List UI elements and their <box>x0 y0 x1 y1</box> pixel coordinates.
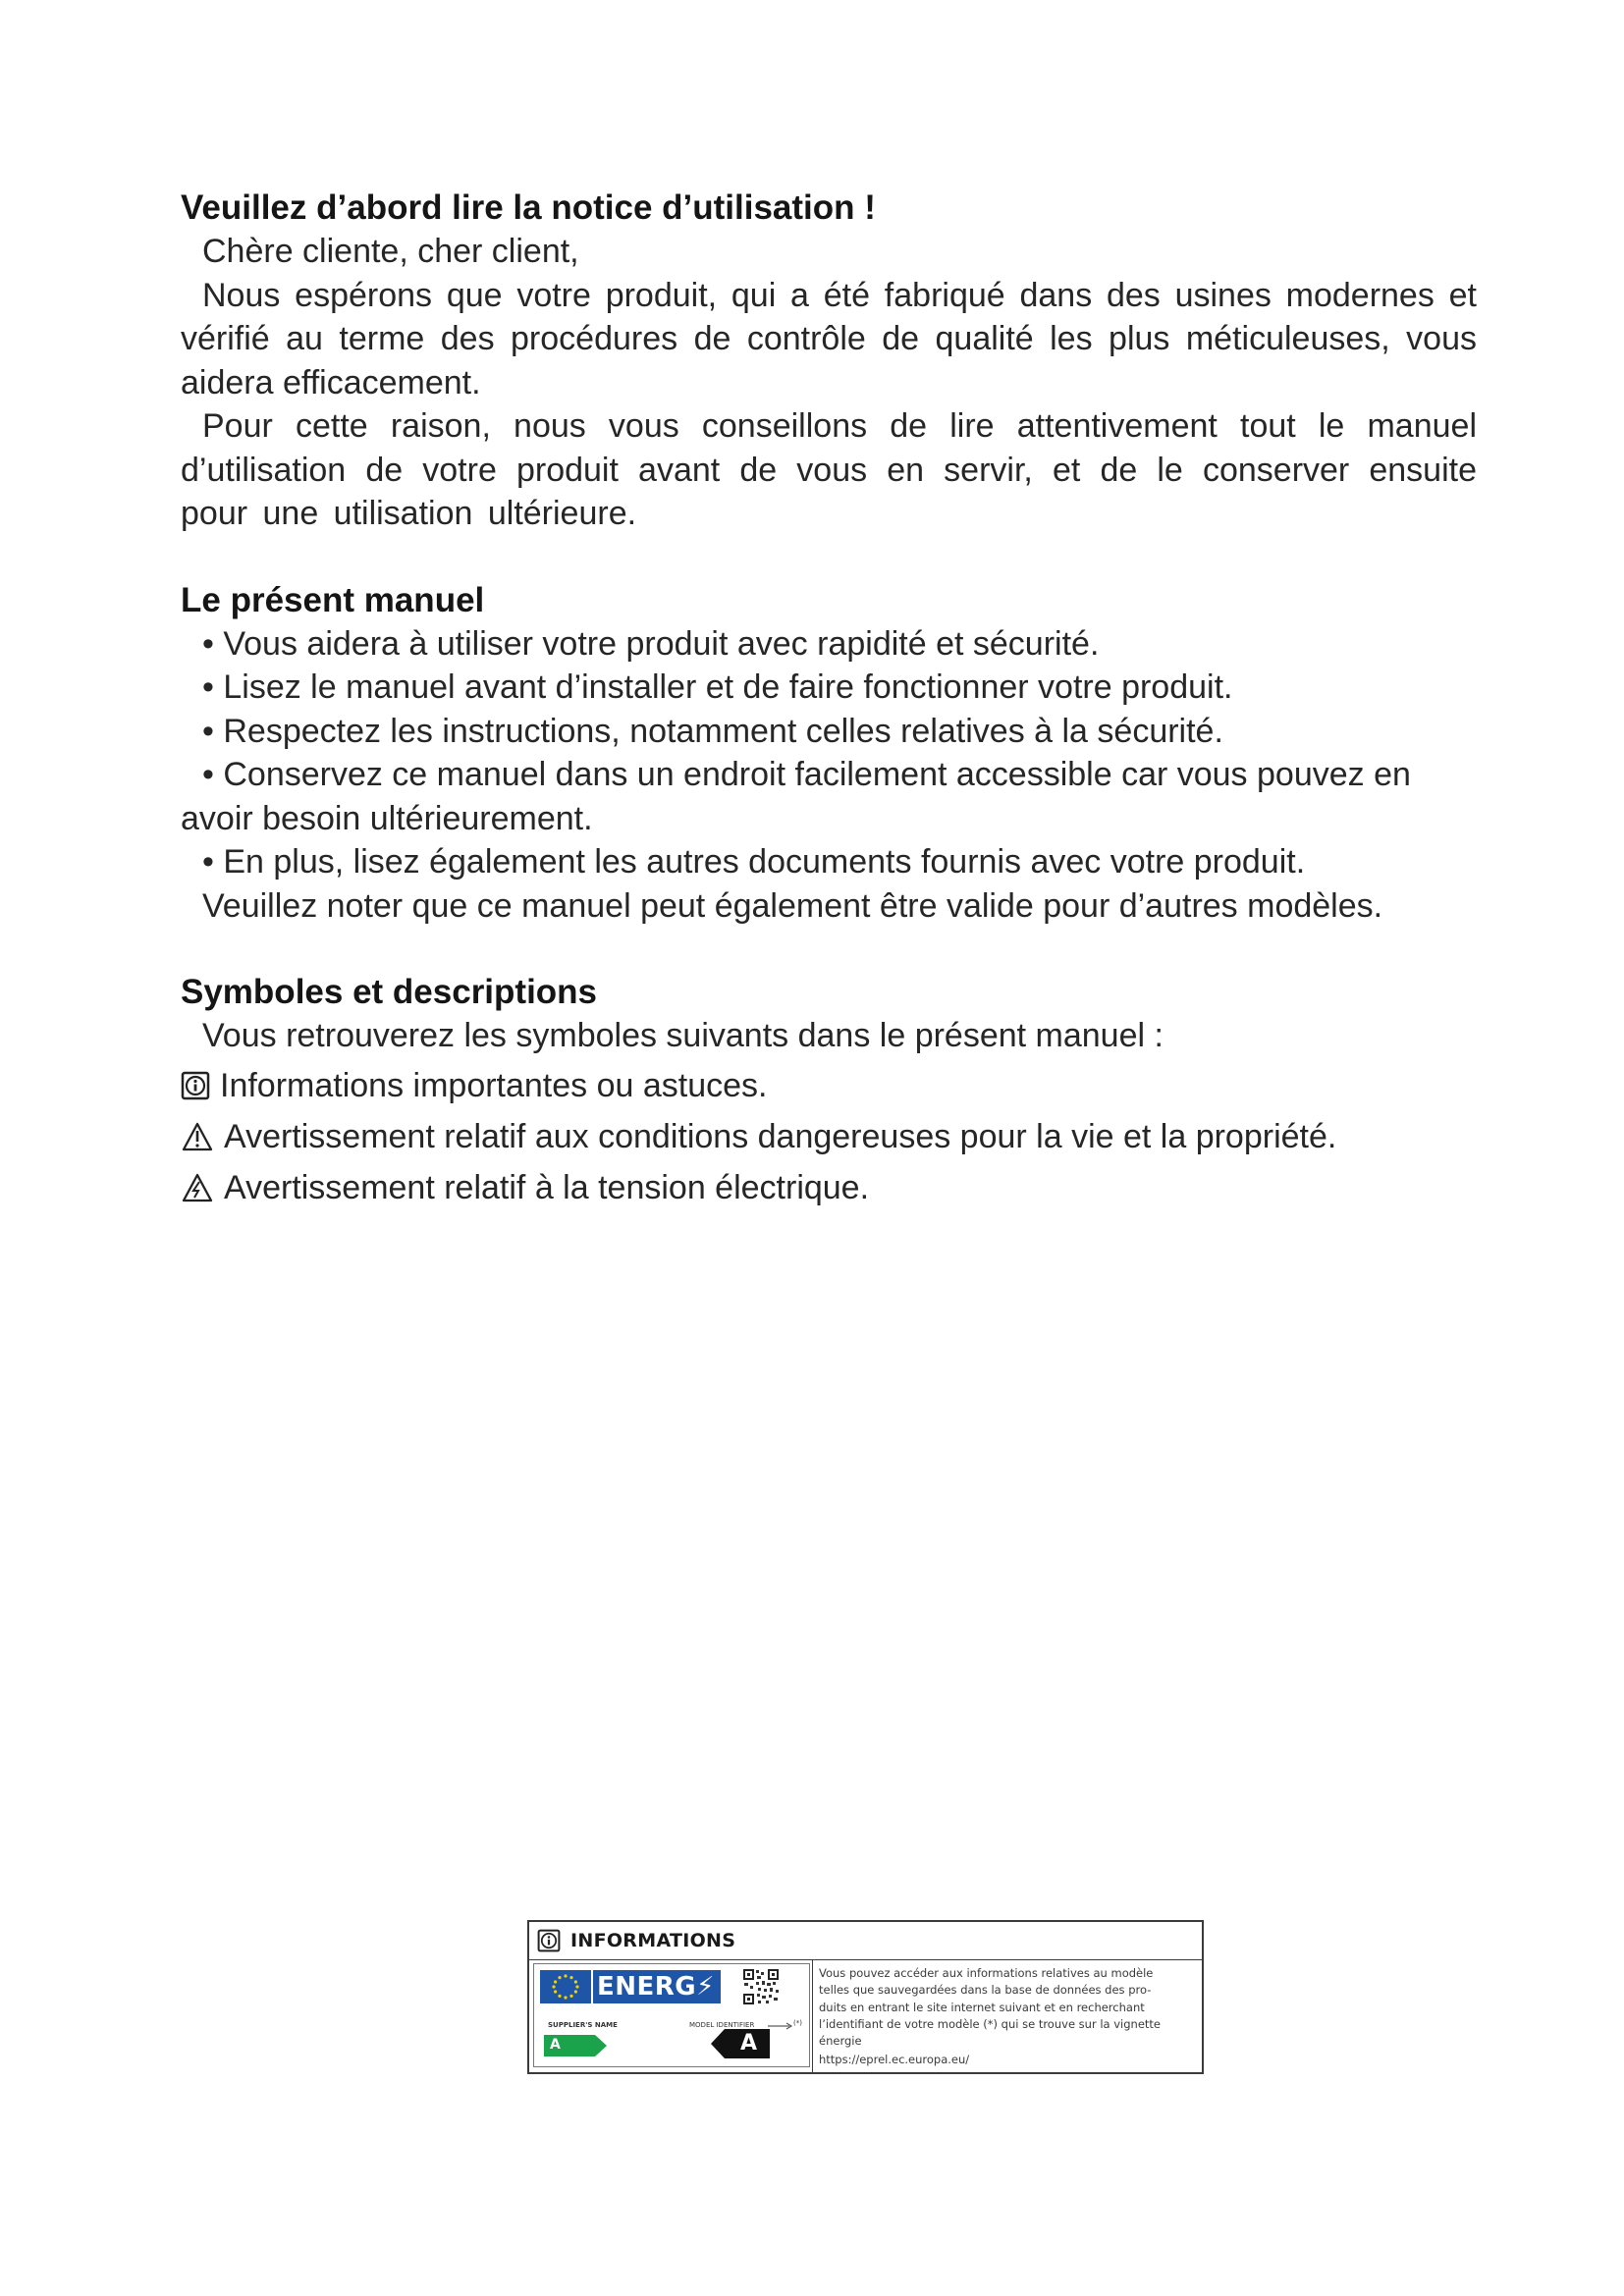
symbols-intro: Vous retrouverez les symboles suivants dans le présent manuel : <box>202 1017 1164 1054</box>
intro-paragraph-2: Pour cette raison, nous vous conseillons de lire attentivement tout le manuel d’utilisation de votre produit avant de vous en servir, et de le conserver ensuite pour une utilisation ultérieure. <box>181 407 1477 532</box>
info-box-title: INFORMATIONS <box>570 1930 736 1951</box>
supplier-label: SUPPLIER'S NAME <box>548 2021 618 2029</box>
energy-label <box>533 1963 810 2067</box>
energy-class-large: A <box>740 2031 758 2056</box>
model-label: MODEL IDENTIFIER <box>689 2021 755 2029</box>
manual-bullet: • Conservez ce manuel dans un endroit facilement accessible car vous pouvez en avoir besoin ultérieurement. <box>181 756 1411 837</box>
energy-logo <box>593 1970 721 2003</box>
symbol-text-info: Informations importantes ou astuces. <box>220 1066 768 1104</box>
info-text-line: telles que sauvegardées dans la base de données des pro- <box>819 1983 1152 1998</box>
symbol-text-warning: Avertissement relatif aux conditions dangereuses pour la vie et la propriété. <box>224 1117 1337 1155</box>
symbol-text-electric: Avertissement relatif à la tension électrique. <box>224 1168 870 1206</box>
greeting: Chère cliente, cher client, <box>202 233 579 270</box>
manual-bullet: • En plus, lisez également les autres documents fournis avec votre produit. <box>202 843 1306 881</box>
info-box-divider <box>812 1959 813 2072</box>
manual-bullet: • Respectez les instructions, notamment celles relatives à la sécurité. <box>202 712 1223 750</box>
manual-heading: Le présent manuel <box>181 580 485 619</box>
intro-paragraph-1: Nous espérons que votre produit, qui a été fabriqué dans des usines modernes et vérifié au terme des procédures de contrôle de qualité les plus méticuleuses, vous aidera efficacement. <box>181 276 1477 401</box>
info-box <box>527 1920 1204 2074</box>
content <box>181 187 1477 1209</box>
info-icon <box>537 1929 561 1952</box>
info-text-line: énergie <box>819 2034 862 2049</box>
energy-logo-text: ENERG <box>597 1972 697 2002</box>
intro-heading: Veuillez d’abord lire la notice d’utilisation ! <box>181 188 876 227</box>
asterisk-label: (*) <box>793 2019 802 2027</box>
warning-icon <box>181 1121 214 1152</box>
arrow-line <box>768 2021 793 2031</box>
info-text-line: Vous pouvez accéder aux informations relatives au modèle <box>819 1966 1154 1980</box>
bolt-icon: ⚡ <box>696 1972 715 2002</box>
symbol-row-info <box>181 1064 1477 1107</box>
info-box-header <box>529 1922 1202 1960</box>
eprel-link[interactable]: https://eprel.ec.europa.eu/ <box>819 2053 970 2066</box>
symbol-row-electric <box>181 1166 1477 1209</box>
manual-note: Veuillez noter que ce manuel peut également être valide pour d’autres modèles. <box>202 886 1383 925</box>
info-icon <box>181 1071 210 1100</box>
info-text-line: l’identifiant de votre modèle (*) qui se trouve sur la vignette <box>819 2016 1161 2031</box>
symbols-heading: Symboles et descriptions <box>181 973 598 1011</box>
electric-warning-icon <box>181 1172 214 1203</box>
eu-flag-icon <box>540 1970 591 2003</box>
energy-class-small: A <box>550 2037 561 2053</box>
symbol-row-warning <box>181 1115 1477 1158</box>
manual-bullet: • Lisez le manuel avant d’installer et de faire fonctionner votre produit. <box>202 668 1233 706</box>
qr-code-icon <box>742 1968 780 2005</box>
manual-bullet: • Vous aidera à utiliser votre produit avec rapidité et sécurité. <box>202 624 1100 663</box>
info-text-line: duits en entrant le site internet suivant et en recherchant <box>819 2000 1145 2014</box>
info-box-text <box>819 1965 1192 2050</box>
